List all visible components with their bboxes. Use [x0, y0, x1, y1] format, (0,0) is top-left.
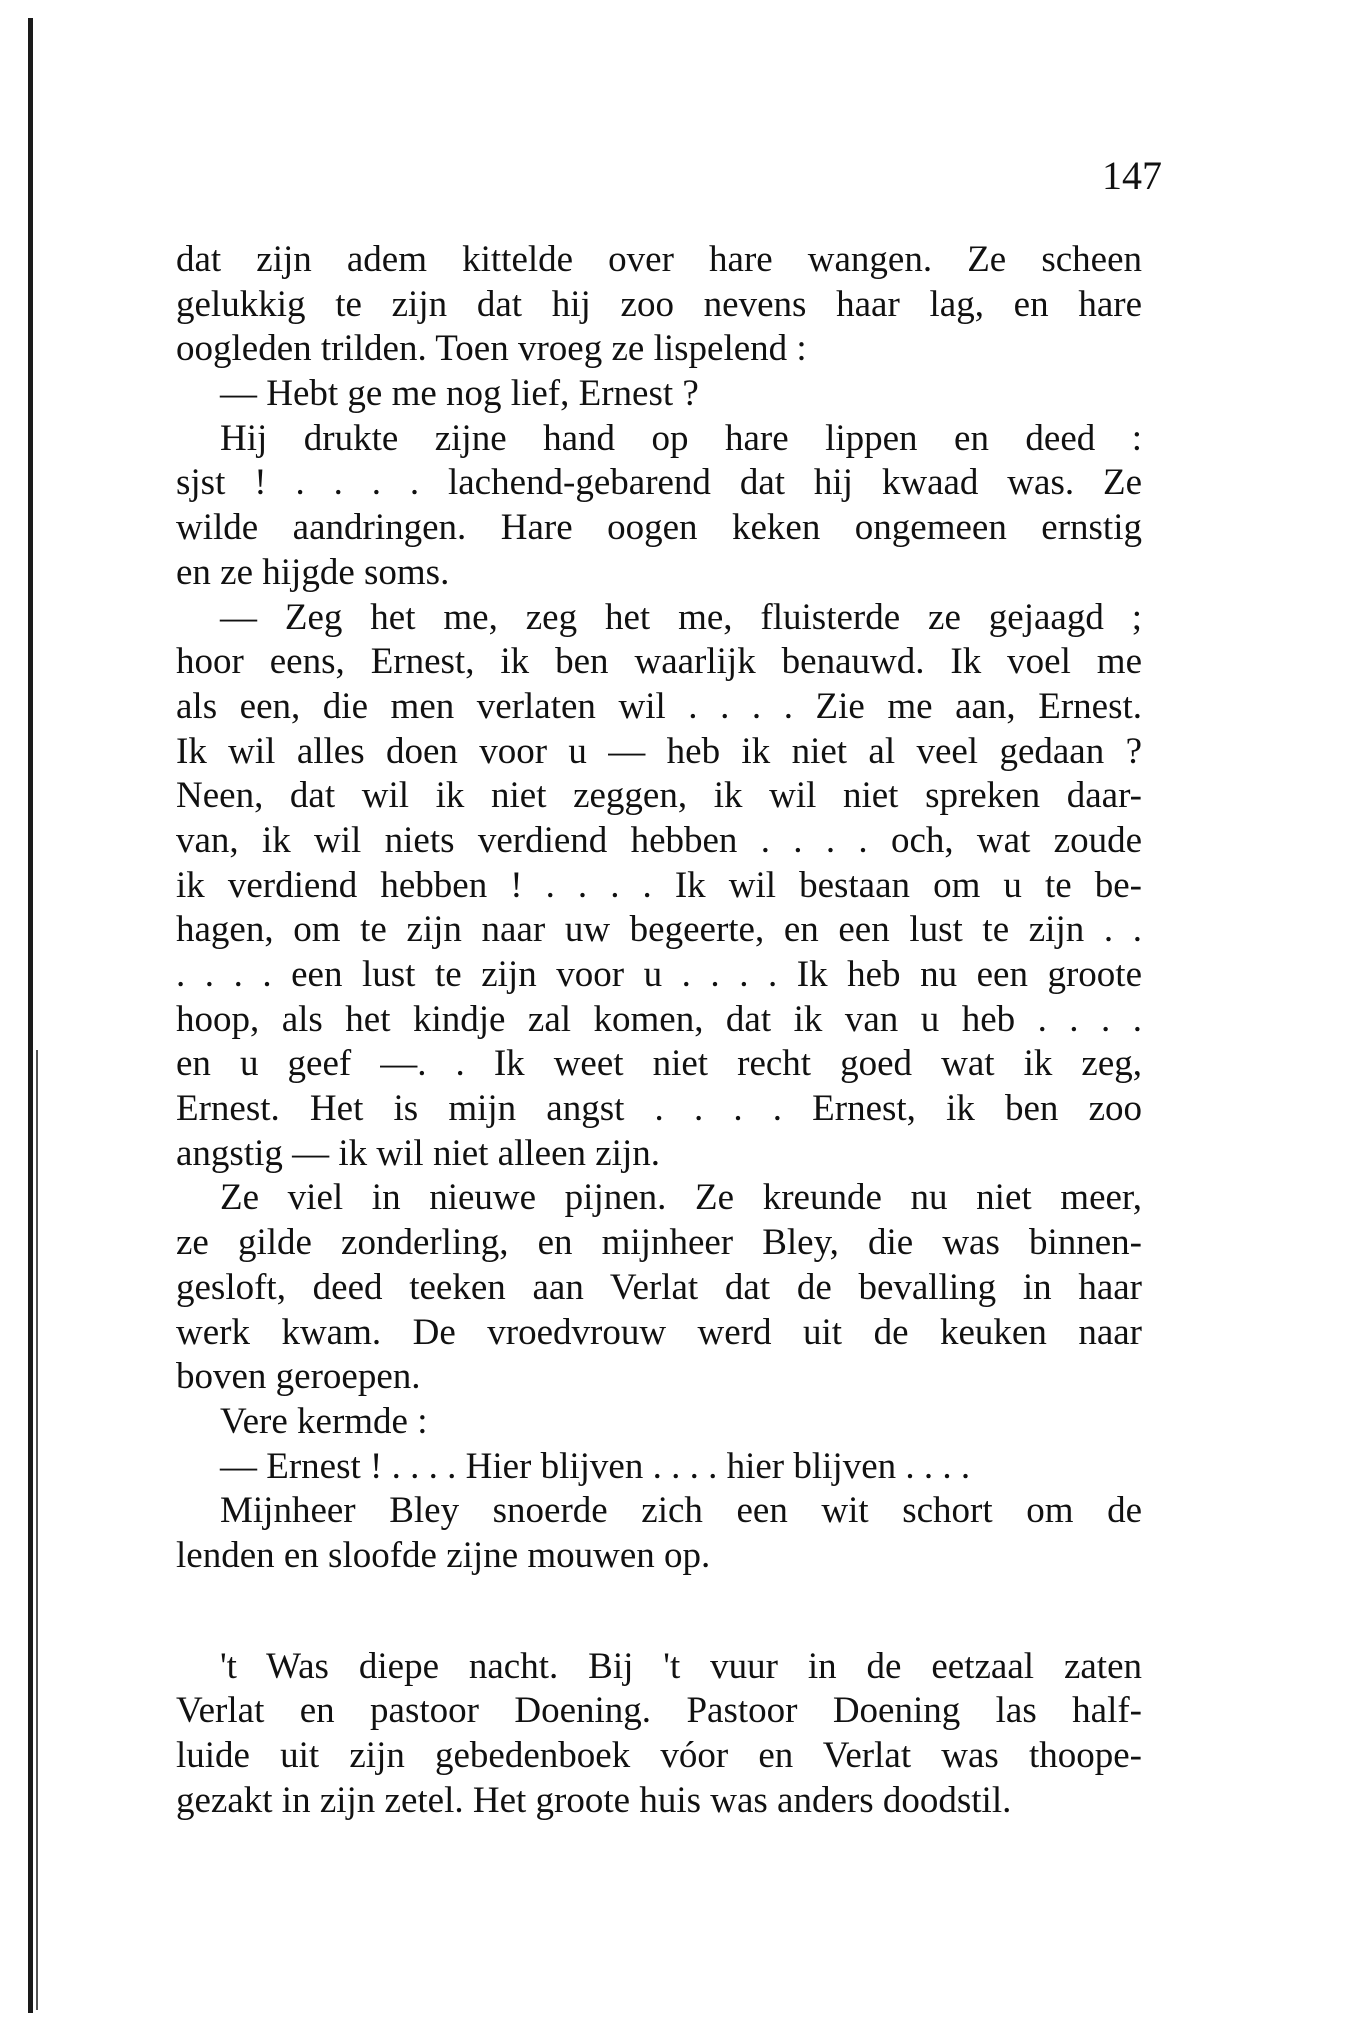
- text-line: lenden en sloofde zijne mouwen op.: [176, 1534, 711, 1576]
- text-line: hagen, om te zijn naar uw begeerte, en een lust te zijn . .: [176, 909, 1142, 951]
- text-line: van, ik wil niets verdiend hebben . . . . och, wat zoude: [176, 819, 1142, 861]
- text-line: werk kwam. De vroedvrouw werd uit de keuken naar: [176, 1311, 1142, 1353]
- text-line: Mijnheer Bley snoerde zich een wit schort om de: [220, 1490, 1142, 1532]
- text-line: als een, die men verlaten wil . . . . Zie me aan, Ernest.: [176, 685, 1142, 727]
- paragraph: [176, 1645, 1142, 1824]
- text-line: — Ernest ! . . . . Hier blijven . . . . hier blijven . . . .: [220, 1445, 971, 1487]
- text-line: dat zijn adem kittelde over hare wangen. Ze scheen: [176, 239, 1142, 280]
- paragraph: [176, 1445, 1142, 1490]
- section-break: [176, 1579, 1142, 1645]
- paragraph: [176, 238, 1142, 372]
- text-line: gesloft, deed teeken aan Verlat dat de bevalling in haar: [176, 1266, 1142, 1308]
- text-line: Ik wil alles doen voor u — heb ik niet al veel gedaan ?: [176, 730, 1142, 772]
- text-line: — Hebt ge me nog lief, Ernest ?: [220, 373, 699, 415]
- text-line: en ze hijgde soms.: [176, 551, 450, 593]
- text-line: oogleden trilden. Toen vroeg ze lispelend :: [176, 328, 807, 370]
- text-line: Neen, dat wil ik niet zeggen, ik wil niet spreken daar-: [176, 775, 1142, 817]
- text-line: boven geroepen.: [176, 1356, 421, 1398]
- text-line: Ze viel in nieuwe pijnen. Ze kreunde nu niet meer,: [220, 1177, 1142, 1219]
- text-line: Vere kermde :: [220, 1400, 428, 1442]
- paragraph: [176, 1176, 1142, 1399]
- text-line: gezakt in zijn zetel. Het groote huis was anders doodstil.: [176, 1779, 1012, 1821]
- text-line: luide uit zijn gebedenboek vóor en Verlat was thoope-: [176, 1735, 1142, 1776]
- text-line: Ernest. Het is mijn angst . . . . Ernest, ik ben zoo: [176, 1088, 1142, 1130]
- text-line: ze gilde zonderling, en mijnheer Bley, die was binnen-: [176, 1222, 1142, 1264]
- text-line: ik verdiend hebben ! . . . . Ik wil bestaan om u te be-: [176, 864, 1142, 906]
- text-line: angstig — ik wil niet alleen zijn.: [176, 1132, 660, 1174]
- body-text: [176, 238, 1142, 1823]
- text-line: hoor eens, Ernest, ik ben waarlijk benauwd. Ik voel me: [176, 641, 1142, 683]
- text-line: sjst ! . . . . lachend-gebarend dat hij kwaad was. Ze: [176, 462, 1142, 504]
- text-line: wilde aandringen. Hare oogen keken ongemeen ernstig: [176, 507, 1142, 549]
- paragraph: [176, 372, 1142, 417]
- text-line: 't Was diepe nacht. Bij 't vuur in de eetzaal zaten: [220, 1645, 1142, 1687]
- text-line: hoop, als het kindje zal komen, dat ik van u heb . . . .: [176, 998, 1142, 1040]
- text-line: gelukkig te zijn dat hij zoo nevens haar lag, en hare: [176, 283, 1142, 325]
- paragraph: [176, 417, 1142, 596]
- paragraph: [176, 596, 1142, 1177]
- text-line: — Zeg het me, zeg het me, fluisterde ze gejaagd ;: [220, 596, 1142, 638]
- text-line: . . . . een lust te zijn voor u . . . . Ik heb nu een groote: [176, 954, 1142, 995]
- paragraph: [176, 1489, 1142, 1578]
- text-line: en u geef —. . Ik weet niet recht goed wat ik zeg,: [176, 1043, 1142, 1085]
- page-binding-shadow: [36, 1050, 38, 2010]
- paragraph: [176, 1400, 1142, 1445]
- text-line: Hij drukte zijne hand op hare lippen en deed :: [220, 417, 1142, 459]
- page-number: 147: [1102, 153, 1162, 198]
- text-line: Verlat en pastoor Doening. Pastoor Doening las half-: [176, 1690, 1142, 1732]
- page-binding-edge: [28, 18, 33, 2013]
